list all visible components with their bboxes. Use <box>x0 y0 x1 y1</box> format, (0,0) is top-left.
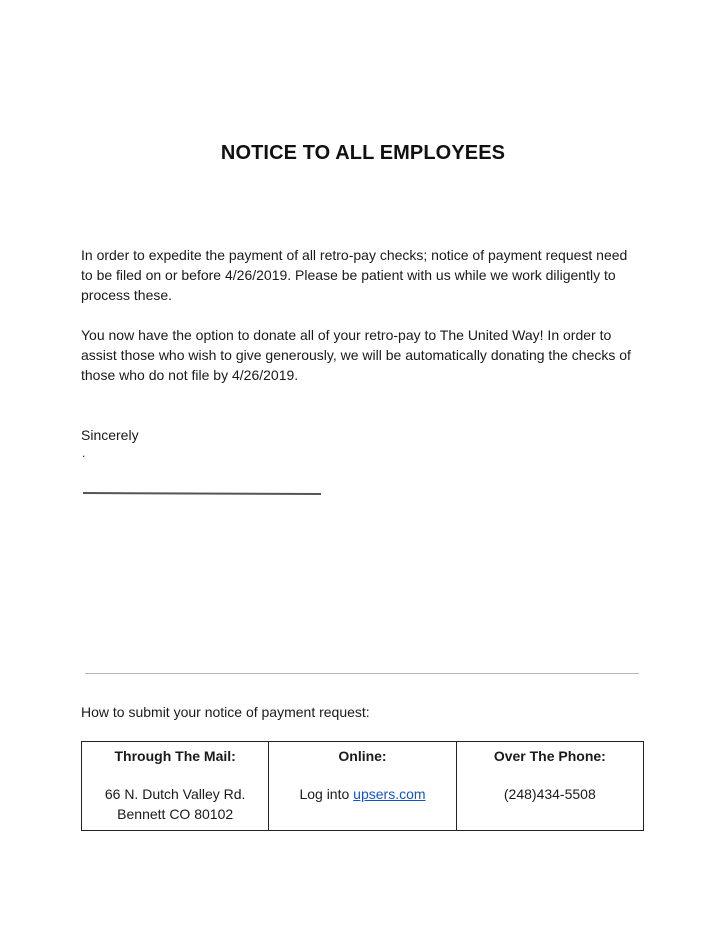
phone-number: (248)434-5508 <box>503 786 596 802</box>
upsers-link[interactable]: upsers.com <box>353 786 426 802</box>
online-header: Online: <box>269 742 456 785</box>
mail-address-cell <box>82 784 269 831</box>
paragraph-retro-pay-deadline: In order to expedite the payment of all retro-pay checks; notice of payment request need to be filed on or before 4/26/2019. Please be patient with us while we work diligently to process these. <box>81 247 628 303</box>
table-row <box>82 784 644 831</box>
signature-line <box>83 492 321 495</box>
notice-title: NOTICE TO ALL EMPLOYEES <box>220 142 506 164</box>
closing-dot: . <box>82 446 86 460</box>
submission-methods-table <box>81 741 644 831</box>
online-prefix: Log into <box>299 786 354 802</box>
phone-cell <box>456 784 643 831</box>
section-divider <box>85 673 639 674</box>
mail-address-line1: 66 N. Dutch Valley Rd. <box>104 786 246 802</box>
mail-address-line2: Bennett CO 80102 <box>117 806 234 822</box>
phone-header: Over The Phone: <box>456 742 643 785</box>
submission-instructions: How to submit your notice of payment request: <box>81 704 370 720</box>
online-cell <box>269 784 456 831</box>
table-header-row <box>82 742 644 785</box>
mail-header: Through The Mail: <box>82 742 269 785</box>
closing-salutation: Sincerely <box>81 427 139 443</box>
paragraph-donation-option: You now have the option to donate all of your retro-pay to The United Way! In order to assist those who wish to give generously, we will be automatically donating the checks of those who do not file by 4/26/2019. <box>81 327 631 383</box>
